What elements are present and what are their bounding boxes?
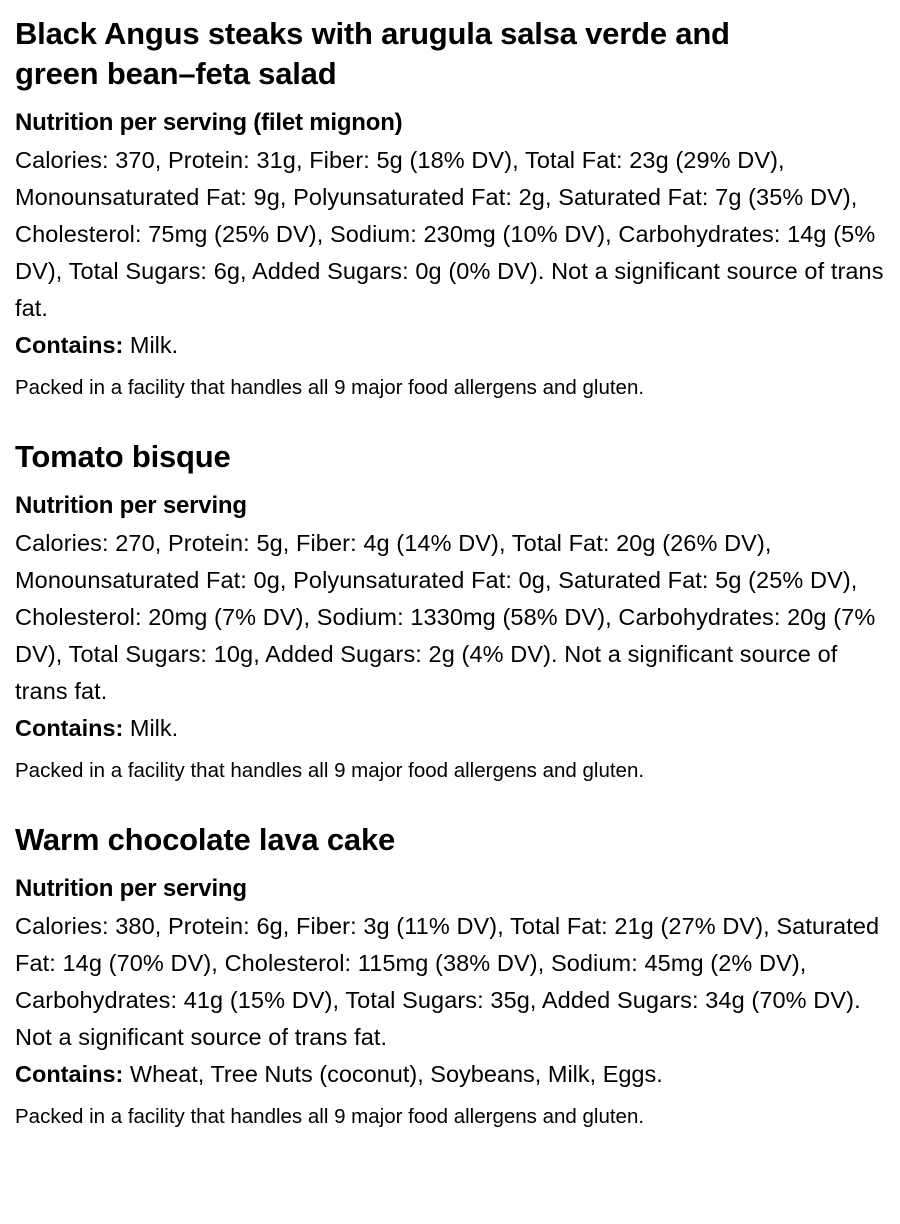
item-title xyxy=(15,14,886,94)
menu-item-lava-cake xyxy=(15,820,886,1132)
item-title-line-1: Black Angus steaks with arugula salsa verde and xyxy=(15,16,730,51)
allergen-contains xyxy=(15,710,886,746)
nutrition-facts-text: Calories: 370, Protein: 31g, Fiber: 5g (18% DV), Total Fat: 23g (29% DV), Monounsaturated Fat: 9g, Polyunsaturated Fat: 2g, Saturated Fat: 7g (35% DV), Cholesterol: 75mg (25% DV), Sodium: 230mg (10% DV), Carbohydrates: 14g (5% DV), Total Sugars: 6g, Added Sugars: 0g (0% DV). Not a significant source of trans fat. xyxy=(15,147,884,321)
item-title-line-1: Warm chocolate lava cake xyxy=(15,822,396,857)
nutrition-facts-text: Calories: 270, Protein: 5g, Fiber: 4g (14% DV), Total Fat: 20g (26% DV), Monounsaturated Fat: 0g, Polyunsaturated Fat: 0g, Saturated Fat: 5g (25% DV), Cholesterol: 20mg (7% DV), Sodium: 1330mg (58% DV), Carbohydrates: 20g (7% DV), Total Sugars: 10g, Added Sugars: 2g (4% DV). Not a significant source of trans fat. xyxy=(15,530,876,704)
contains-value: Milk. xyxy=(123,715,179,741)
allergen-contains xyxy=(15,1056,886,1092)
facility-allergen-note: Packed in a facility that handles all 9 major food allergens and gluten. xyxy=(15,376,645,399)
facility-allergen-note: Packed in a facility that handles all 9 major food allergens and gluten. xyxy=(15,1105,645,1128)
menu-item-tomato-bisque xyxy=(15,437,886,786)
nutrition-heading: Nutrition per serving xyxy=(15,492,247,519)
contains-value: Milk. xyxy=(123,332,179,358)
menu-item-steaks xyxy=(15,14,886,403)
item-title-line-2: green bean–feta salad xyxy=(15,56,337,91)
contains-label: Contains: xyxy=(15,715,124,741)
allergen-contains xyxy=(15,327,886,363)
contains-value: Wheat, Tree Nuts (coconut), Soybeans, Milk, Eggs. xyxy=(123,1061,663,1087)
nutrition-facts-text: Calories: 380, Protein: 6g, Fiber: 3g (11% DV), Total Fat: 21g (27% DV), Saturated Fat: 14g (70% DV), Cholesterol: 115mg (38% DV), Sodium: 45mg (2% DV), Carbohydrates: 41g (15% DV), Total Sugars: 35g, Added Sugars: 34g (70% DV). Not a significant source of trans fat. xyxy=(15,913,880,1050)
item-title xyxy=(15,437,886,477)
facility-allergen-note: Packed in a facility that handles all 9 major food allergens and gluten. xyxy=(15,759,645,782)
item-title-line-1: Tomato bisque xyxy=(15,439,231,474)
contains-label: Contains: xyxy=(15,1061,124,1087)
contains-label: Contains: xyxy=(15,332,124,358)
nutrition-heading: Nutrition per serving xyxy=(15,875,247,902)
item-title xyxy=(15,820,886,860)
nutrition-heading: Nutrition per serving (filet mignon) xyxy=(15,109,403,136)
